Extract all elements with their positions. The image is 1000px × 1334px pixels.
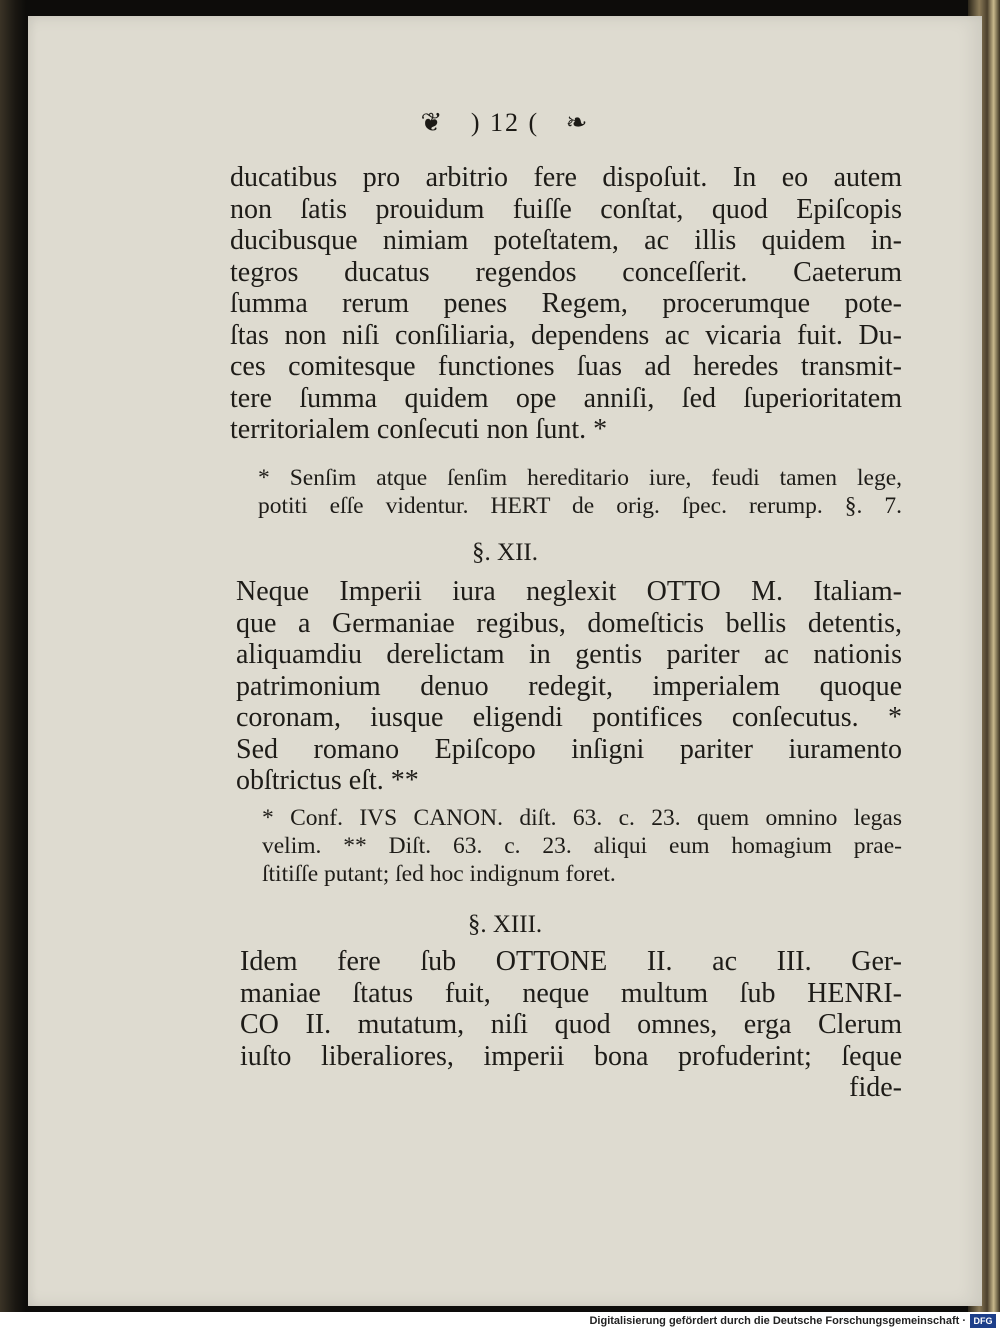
text-line: obſtrictus eſt. ** (236, 765, 419, 796)
section-heading-13: §. XIII. (467, 911, 543, 938)
text-line: iuſto liberaliores, imperii bona profuderint; ſeque (240, 1040, 902, 1072)
text-line: tegros ducatus regendos conceſſerit. Caeterum (230, 256, 902, 288)
paragraph-section-13 (240, 946, 902, 1104)
ornament-left-icon: ❦ (420, 108, 445, 137)
paragraph-section-12 (236, 576, 902, 797)
footnote-line: * Conf. IVS CANON. diſt. 63. c. 23. quem omnino legas (262, 805, 902, 831)
text-line: non ſatis prouidum fuiſſe conſtat, quod Epiſcopis (230, 193, 902, 225)
section-heading-12: §. XII. (472, 539, 538, 566)
book-page (28, 16, 982, 1306)
footnote-2 (262, 804, 902, 888)
text-line: Sed romano Epiſcopo inſigni pariter iuramento (236, 733, 902, 765)
text-line: ducatibus pro arbitrio fere dispoſuit. In eo autem (230, 162, 902, 193)
text-line: ſumma rerum penes Regem, procerumque pote- (230, 288, 902, 319)
text-line: ces comitesque functiones ſuas ad heredes transmit- (230, 351, 902, 382)
funding-credit: Digitalisierung gefördert durch die Deutsche Forschungsgemeinschaft · (589, 1315, 966, 1327)
dfg-logo: DFG (970, 1314, 996, 1328)
text-line: Neque Imperii iura neglexit OTTO M. Italiam- (236, 576, 902, 607)
footnote-line: velim. ** Diſt. 63. c. 23. aliqui eum homagium prae- (262, 833, 902, 859)
footnote-line: potiti eſſe videntur. HERT de orig. ſpec. rerump. §. 7. (258, 493, 902, 519)
footnote-1 (258, 464, 902, 520)
text-line: ducibusque nimiam poteſtatem, ac illis quidem in- (230, 225, 902, 256)
page-number: ) 12 ( (470, 108, 540, 137)
text-line: coronam, iusque eligendi pontifices conſecutus. * (236, 702, 902, 733)
footnote-line: * Senſim atque ſenſim hereditario iure, feudi tamen lege, (258, 465, 902, 491)
text-line: aliquamdiu derelictam in gentis pariter ac nationis (236, 639, 902, 670)
left-shadow (0, 0, 26, 1312)
page-header (28, 108, 982, 138)
text-line: patrimonium denuo redegit, imperialem quoque (236, 670, 902, 702)
text-line: ſtas non niſi conſiliaria, dependens ac vicaria fuit. Du- (230, 319, 902, 351)
text-line: territorialem conſecuti non ſunt. * (230, 414, 608, 445)
text-line: maniae ſtatus fuit, neque multum ſub HENRI- (240, 977, 902, 1009)
text-line: CO II. mutatum, niſi quod omnes, erga Clerum (240, 1009, 902, 1040)
paragraph-1 (230, 162, 902, 446)
footnote-line: ſtitiſſe putant; ſed hoc indignum foret. (262, 861, 616, 887)
catchword: fide- (849, 1072, 902, 1103)
ornament-right-icon: ❧ (565, 108, 590, 137)
text-line: que a Germaniae regibus, domeſticis bellis detentis, (236, 607, 902, 639)
text-line: Idem fere ſub OTTONE II. ac III. Ger- (240, 946, 902, 977)
text-line: tere ſumma quidem ope anniſi, ſed ſuperioritatem (230, 382, 902, 414)
